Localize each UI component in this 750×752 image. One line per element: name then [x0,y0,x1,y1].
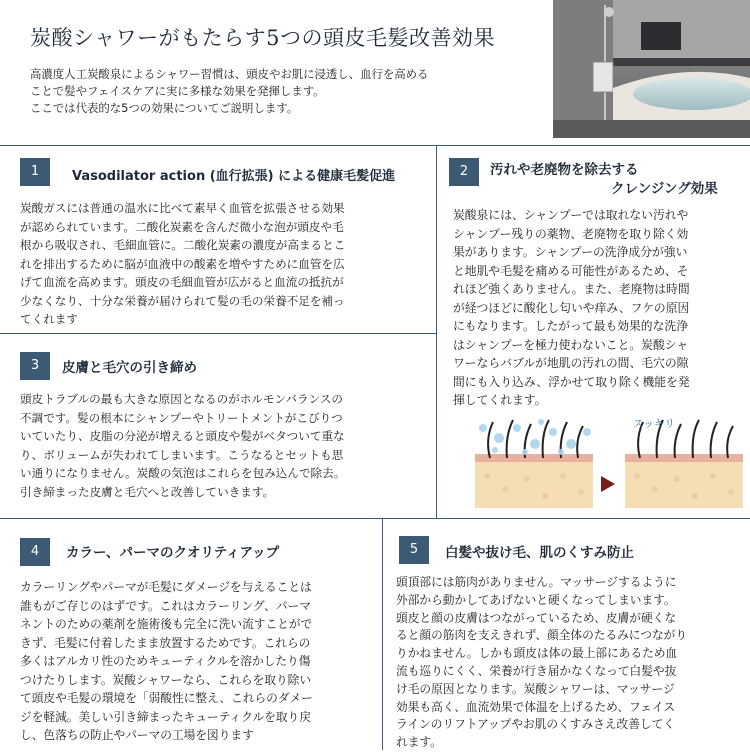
body-line: 誰もがご存じのはずです。これはカラーリング、パーマ [20,598,311,613]
body-line: 揮してくれます。 [453,393,547,407]
body-line: 効果も高く、血流効果で体温を上げるため、フェイス [396,699,676,714]
body-line: て頭皮や毛髪の環境を「弱酸性に整え、これらのダメー [20,691,313,705]
scalp-illustration [475,414,745,510]
body-line: ネントのための薬剤を施術後も完全に洗い流すことがで [20,617,313,631]
bathroom-photo [553,0,750,138]
body-line: り、ボリュームが失われてしまいます。こうなるとセットも思 [20,447,344,462]
section-5 [383,519,750,750]
intro-line: ことで髪やフェイスケアに実に多様な効果を発揮します。 [30,84,325,98]
intro-text [30,66,530,117]
body-line: いていたり、皮脂の分泌が増えると頭皮や髪がベタついて重な [20,429,345,443]
section-body [20,199,345,329]
section-heading: クレンジング効果 [611,181,718,197]
section-1 [0,146,436,333]
section-number: 1 [20,158,50,186]
body-line: れを排出するために脳が血液中の酸素を増やすために血管を広 [20,256,345,271]
body-line: が認められています。二酸化炭素を含んだ微小な泡が頭皮や毛 [20,219,344,234]
body-line: げて血流を高めます。頭皮の毛細血管が広がると血流の抵抗が [20,275,344,289]
body-line: 頭皮トラブルの最も大きな原因となるのがホルモンバランスの [20,392,344,406]
section-heading: Vasodilator action (血行拡張) による健康毛髪促進 [72,169,396,184]
section-body [20,578,313,745]
section-heading: 白髪や抜け毛、肌のくすみ防止 [445,545,634,561]
body-line: 流も巡りにくく、栄養が行き届かなくなって白髪や抜 [396,663,677,678]
section-number: 3 [20,352,50,380]
body-line: 間にも入り込み、浮かせて取り除く機能を発 [453,374,690,389]
page-title: 炭酸シャワーがもたらす5つの頭皮毛髪改善効果 [30,26,495,50]
body-line: ラインのリフトアップやお肌のくすみさえ改善してく [396,717,675,732]
body-line: にもなります。したがって最も効果的な洗浄 [453,319,688,333]
body-line: ジを軽減。美しい引き締まったキューティクルを取り戻 [20,709,311,724]
section-3 [0,334,436,518]
section-heading: 皮膚と毛穴の引き締め [62,360,197,376]
body-line: 不調です。髪の根本にシャンプーやトリートメントがこびりつ [20,410,343,425]
section-4 [0,519,382,750]
figure-label: スッキリ [633,418,675,430]
section-body [20,390,345,501]
body-line: てくれます [20,312,78,326]
intro-line: ここでは代表的な5つの効果についてご説明します。 [30,101,299,115]
body-line: れほど強くありません。また、老廃物は時間 [453,282,690,296]
body-line: 炭酸泉には、シャンプーでは取れない汚れや [453,208,689,222]
section-number: 2 [449,158,479,186]
intro-line: 高濃度人工炭酸泉によるシャワー習慣は、頭皮やお肌に浸透し、血行を高める [30,67,429,81]
body-line: ると顔の筋肉を支えきれず、顔全体のたるみにつながり [396,628,688,643]
section-body [453,206,690,410]
body-line: きず、毛髪に付着したまま放置するためです。これらの [20,635,311,650]
body-line: はシャンプーを極力使わないこと。炭酸シャ [453,337,689,352]
body-line: し、色落ちの防止やパーマの工場を図ります [20,728,254,742]
body-line: 頭皮と顔の皮膚はつながっているため、皮膚が硬くな [396,610,677,625]
body-line: 果があります。シャンプーの洗浄成分が強い [453,245,688,259]
body-line: カラーリングやパーマが毛髪にダメージを与えることは [20,580,312,594]
body-line: 根から吸収され、毛細血管に。二酸化炭素の濃度が高まるとこ [20,238,346,252]
body-line: 多くはアルカリ性のためキューティクルを溶かしたり傷 [20,654,311,668]
body-line: 炭酸ガスには普通の温水に比べて素早く血管を拡張させる効果 [20,201,345,215]
body-line: 頭頂部には筋肉がありません。マッサージするように [396,575,677,589]
body-line: シャンプー残りの薬物、老廃物を取り除く効 [453,226,689,241]
body-line: 外部から動かしてあげないと硬くなってしまいます。 [396,592,676,607]
body-line: れます。 [396,735,442,750]
section-number: 4 [20,538,50,566]
section-number: 5 [399,536,429,564]
body-line: け毛の原因となります。炭酸シャワーは、マッサージ [396,681,675,696]
body-line: い通りになりません。炭酸の気泡はこれらを包み込んで除去。 [20,466,346,480]
section-body [396,574,687,752]
body-line: 引き締まった皮膚と毛穴へと改善していきます。 [20,484,275,499]
section-heading: カラー、パーマのクオリティアップ [66,545,280,561]
body-line: つけたりします。炭酸シャワーなら、これらを取り除い [20,672,312,687]
body-line: 少なくなり、十分な栄養が届けられて髪の毛の栄養不足を補っ [20,293,345,308]
section-heading: 汚れや老廃物を除去する [490,162,639,178]
body-line: と地肌や毛髪を痛める可能性があるため、そ [453,263,689,278]
header [0,0,750,145]
body-line: が経つほどに酸化し匂いや痒み、フケの原因 [453,300,690,315]
section-2 [437,146,750,518]
body-line: りかねません。しかも頭皮は体の最上部にあるため血 [396,646,678,661]
body-line: ワーならバブルが地肌の汚れの間、毛穴の隙 [453,356,689,370]
